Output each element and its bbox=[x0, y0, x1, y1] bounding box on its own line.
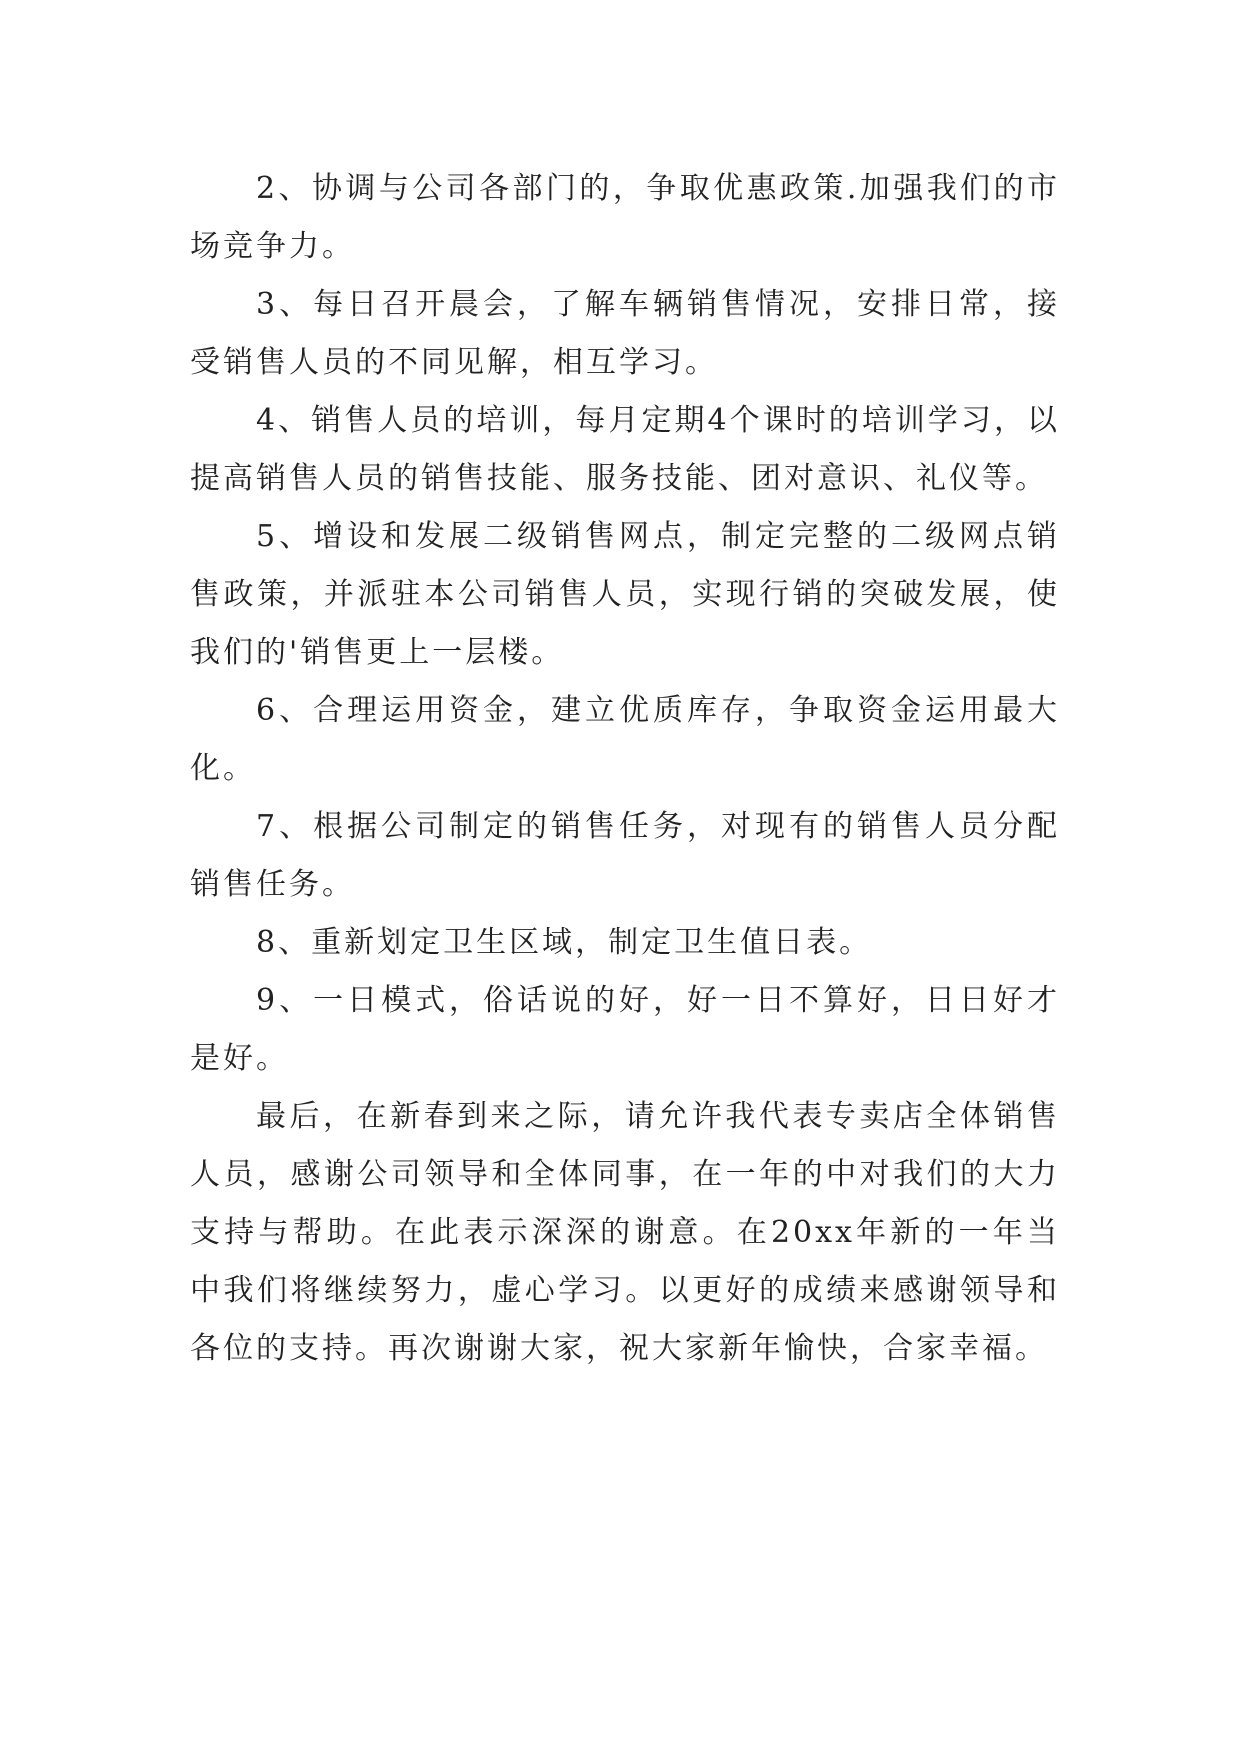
paragraph-item-4: 4、销售人员的培训，每月定期4个课时的培训学习，以提高销售人员的销售技能、服务技能、团对意识、礼仪等。 bbox=[190, 403, 1060, 496]
paragraph-item-8: 8、重新划定卫生区域，制定卫生值日表。 bbox=[256, 925, 873, 960]
paragraph-item-9: 9、一日模式，俗话说的好，好一日不算好，日日好才是好。 bbox=[190, 983, 1060, 1076]
paragraph-item-3: 3、每日召开晨会，了解车辆销售情况，安排日常，接受销售人员的不同见解，相互学习。 bbox=[190, 287, 1060, 380]
paragraph-item-6: 6、合理运用资金，建立优质库存，争取资金运用最大化。 bbox=[190, 693, 1060, 786]
paragraph-item-2: 2、协调与公司各部门的，争取优惠政策.加强我们的市场竞争力。 bbox=[190, 171, 1060, 264]
closing-paragraph: 最后，在新春到来之际，请允许我代表专卖店全体销售人员，感谢公司领导和全体同事，在一年的中对我们的大力支持与帮助。在此表示深深的谢意。在20xx年新的一年当中我们将继续努力，虚心学习。以更好的成绩来感谢领导和各位的支持。再次谢谢大家，祝大家新年愉快，合家幸福。 bbox=[190, 1099, 1060, 1366]
paragraph-item-7: 7、根据公司制定的销售任务，对现有的销售人员分配销售任务。 bbox=[190, 809, 1060, 902]
document-body bbox=[190, 160, 1060, 1378]
paragraph-item-5: 5、增设和发展二级销售网点，制定完整的二级网点销售政策，并派驻本公司销售人员，实现行销的突破发展，使我们的'销售更上一层楼。 bbox=[190, 519, 1060, 670]
